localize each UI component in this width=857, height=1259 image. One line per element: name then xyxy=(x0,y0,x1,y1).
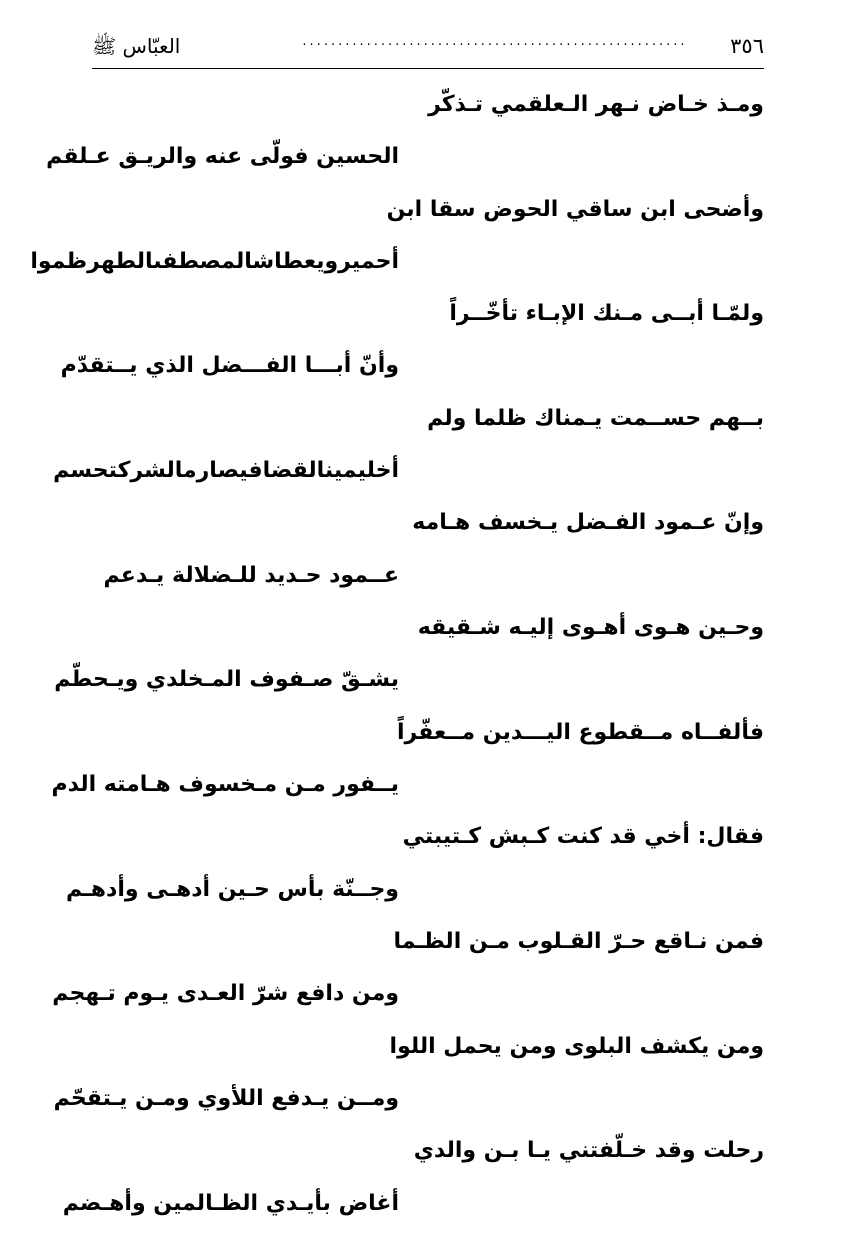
verse-line: يشـقّ صـفوف المـخلدي ويـحطّم xyxy=(54,667,399,692)
verse-line: أحميرويعطاشالمصطفىالطهرظموا xyxy=(30,249,399,274)
verse-line: فمن نـاقع حـرّ القـلوب مـن الظـما xyxy=(393,929,764,954)
verse-line: أخليمينالقضافيصارمالشركتحسم xyxy=(53,458,399,483)
header-dot-leader: ...................................................... xyxy=(302,34,688,49)
verse-line: بــهم حســمت يـمناك ظلما ولم xyxy=(427,406,764,431)
verse-line: يــفور مـن مـخسوف هـامته الدم xyxy=(51,772,399,797)
verse-line: أغاض بأيـدي الظـالمين وأهـضم xyxy=(62,1191,399,1216)
verse-line: وأنّ أبـــا الفـــضل الذي يــتقدّم xyxy=(60,353,399,378)
verse-line: فقال: أخي قد كنت كـبش كـتيبتي xyxy=(402,824,764,849)
verse-line: وإنّ عـمود الفـضل يـخسف هـامه xyxy=(412,510,764,535)
page-header xyxy=(92,32,764,66)
verse-line: وأضحى ابن ساقي الحوض سقا ابن xyxy=(386,197,764,222)
verse-line: ومن دافع شرّ العـدى يـوم تـهجم xyxy=(52,981,399,1006)
verse-line: الحسين فولّى عنه والريـق عـلقم xyxy=(46,144,399,169)
verse-line: ومــن يـدفع اللأوي ومـن يـتقحّم xyxy=(53,1086,399,1111)
verse-line: وجــنّة بأس حـين أدهـى وأدهـم xyxy=(66,877,399,902)
header-rule xyxy=(92,68,764,69)
page-number: ٣٥٦ xyxy=(730,34,764,58)
verse-line: فألفــاه مــقطوع اليـــدين مــعفّراً xyxy=(396,720,764,745)
verse-line: ومن يكشف البلوى ومن يحمل اللوا xyxy=(389,1034,764,1059)
verse-line: ومـذ خـاض نـهر الـعلقمي تـذكّر xyxy=(428,92,764,117)
running-title: العبّاس ﷺ xyxy=(92,34,181,58)
verse-line: رحلت وقد خـلّفتني يـا بـن والدي xyxy=(413,1138,764,1163)
verse-line: وحـين هـوى أهـوى إليـه شـقيقه xyxy=(417,615,764,640)
verse-line: عــمود حـديد للـضلالة يـدعم xyxy=(103,563,399,588)
verse-line: ولمّـا أبــى مـنك الإبـاء تأخّــراً xyxy=(449,301,764,326)
